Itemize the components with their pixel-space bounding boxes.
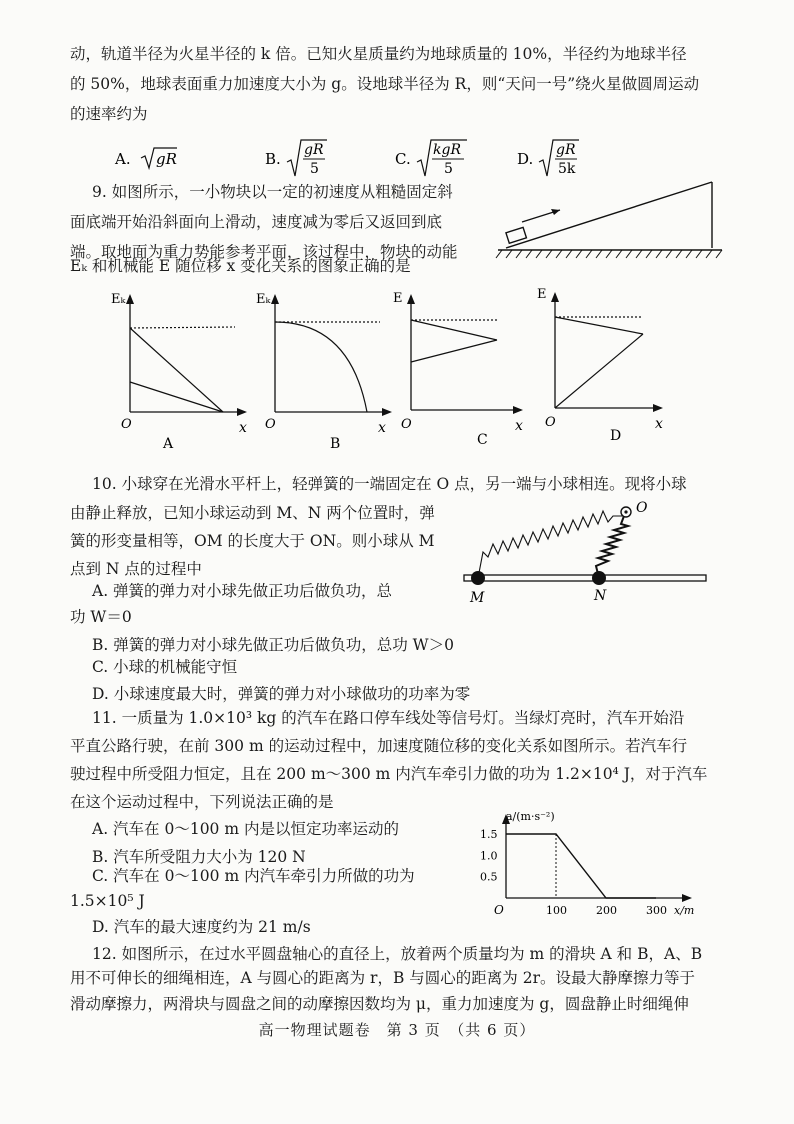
q12-line-2: 用不可伸长的细绳相连，A 与圆心的距离为 r，B 与圆心的距离为 2r。设最大静摩擦力等于 <box>70 969 695 987</box>
q8-option-d-den: 5k <box>558 161 576 177</box>
q8-option-a-radicand: gR <box>156 150 177 168</box>
label-n: N <box>594 588 607 604</box>
q9-line-4: Eₖ 和机械能 E 随位移 x 变化关系的图象正确的是 <box>70 257 411 275</box>
incline-figure <box>494 172 726 268</box>
graph-d-origin: O <box>545 415 556 430</box>
q8-line-3: 的速率约为 <box>70 105 148 123</box>
graph-b <box>256 292 392 452</box>
q12-line-1: 12. 如图所示，在过水平圆盘轴心的直径上，放着两个质量均为 m 的滑块 A 和 B，A、B <box>92 945 703 963</box>
q8-line-2: 的 50%，地球表面重力加速度大小为 g。设地球半径为 R，则“天问一号”绕火星做圆周运动 <box>70 75 700 93</box>
chart-ytick: 0.5 <box>480 870 498 884</box>
q11-option-a: A. 汽车在 0～100 m 内是以恒定功率运动的 <box>92 820 399 838</box>
graph-c-origin: O <box>401 417 412 432</box>
q11-line-3: 驶过程中所受阻力恒定，且在 200 m～300 m 内汽车牵引力做的功为 1.2×10⁴ J，对于汽车 <box>70 765 708 783</box>
spring-on <box>596 516 628 578</box>
graph-d-ylabel: E <box>537 287 547 302</box>
q8-option-c-label: C. <box>395 150 411 168</box>
ball-n <box>592 571 606 585</box>
label-m: M <box>470 590 485 606</box>
graph-d-caption: D <box>610 428 622 444</box>
chart-xtick: 100 <box>546 904 567 917</box>
q10-option-a-line-1: A. 弹簧的弹力对小球先做正功后做负功，总 <box>92 582 393 600</box>
graph-d <box>537 287 663 444</box>
q10-option-c: C. 小球的机械能守恒 <box>92 658 238 676</box>
q10-line-4: 点到 N 点的过程中 <box>70 560 202 578</box>
q10-line-2: 由静止释放，已知小球运动到 M、N 两个位置时，弹 <box>70 504 435 522</box>
graph-c-xlabel: x <box>515 418 523 434</box>
q8-option-d-num: gR <box>556 142 576 158</box>
q8-line-1: 动，轨道半径为火星半径的 k 倍。已知火星质量约为地球质量的 10%，半径约为地球半径 <box>70 45 687 63</box>
q11-option-b: B. 汽车所受阻力大小为 120 N <box>92 848 306 866</box>
acceleration-line <box>506 834 656 898</box>
spring-figure <box>458 496 718 608</box>
label-o: O <box>636 500 648 516</box>
q9-line-2: 面底端开始沿斜面向上滑动，速度减为零后又返回到底 <box>70 213 443 231</box>
chart-ytick: 1.0 <box>480 849 498 863</box>
q11-option-c-line-2: 1.5×10⁵ J <box>70 892 145 910</box>
q12-line-3: 滑动摩擦力，两滑块与圆盘之间的动摩擦因数均为 μ，重力加速度为 g，圆盘静止时细绳伸 <box>70 995 689 1013</box>
q11-option-d: D. 汽车的最大速度约为 21 m/s <box>92 918 311 936</box>
q11-line-1: 11. 一质量为 1.0×10³ kg 的汽车在路口停车线处等信号灯。当绿灯亮时，汽车开始沿 <box>92 709 685 727</box>
graph-b-xlabel: x <box>378 420 386 436</box>
graph-d-xlabel: x <box>655 416 663 432</box>
chart-origin: O <box>494 903 504 917</box>
q10-option-a-line-2: 功 W＝0 <box>70 608 132 626</box>
acceleration-chart <box>476 812 706 920</box>
chart-ylabel: a/(m·s⁻²) <box>506 812 555 823</box>
q8-option-d-label: D. <box>517 150 534 168</box>
graph-a-ylabel: Eₖ <box>111 292 126 307</box>
ball-m <box>471 571 485 585</box>
chart-ytick: 1.5 <box>480 828 498 841</box>
graph-c-caption: C <box>477 432 488 448</box>
spring-om <box>478 511 624 578</box>
graph-a-caption: A <box>163 436 174 452</box>
q11-option-c-line-1: C. 汽车在 0～100 m 内汽车牵引力所做的功为 <box>92 867 415 885</box>
q8-option-b-den: 5 <box>310 161 319 177</box>
graph-a-origin: O <box>121 417 132 432</box>
q9-line-1: 9. 如图所示，一小物块以一定的初速度从粗糙固定斜 <box>92 183 453 201</box>
q9-line-3: 端。取地面为重力势能参考平面，该过程中，物块的动能 <box>70 243 458 261</box>
q10-line-3: 簧的形变量相等，OM 的长度大于 ON。则小球从 M <box>70 532 435 550</box>
block <box>506 227 527 243</box>
q11-line-2: 平直公路行驶，在前 300 m 的运动过程中，加速度随位移的变化关系如图所示。若汽车行 <box>70 737 688 755</box>
chart-xtick: 200 <box>596 904 617 917</box>
q11-line-4: 在这个运动过程中，下列说法正确的是 <box>70 793 334 811</box>
graph-c-ylabel: E <box>393 291 403 306</box>
q9-graphs <box>105 282 705 452</box>
q8-option-b-num: gR <box>304 142 324 158</box>
q10-line-1: 10. 小球穿在光滑水平杆上，轻弹簧的一端固定在 O 点，另一端与小球相连。现将小球 <box>92 475 687 493</box>
graph-b-caption: B <box>330 436 341 452</box>
graph-b-origin: O <box>265 417 276 432</box>
q8-option-c-den: 5 <box>444 161 453 177</box>
chart-xlabel: x/m <box>674 904 695 917</box>
page-footer: 高一物理试题卷 第 3 页 （共 6 页） <box>258 1021 536 1039</box>
q8-option-a-label: A. <box>115 150 131 168</box>
chart-xtick: 300 <box>646 904 667 917</box>
graph-b-ylabel: Eₖ <box>256 292 271 307</box>
q8-option-c-num: kgR <box>433 142 461 158</box>
q10-option-b: B. 弹簧的弹力对小球先做正功后做负功，总功 W＞0 <box>92 636 454 654</box>
graph-c <box>393 291 523 448</box>
graph-a-xlabel: x <box>239 420 247 436</box>
q8-option-b-label: B. <box>265 150 281 168</box>
graph-a <box>111 292 247 452</box>
q10-option-d: D. 小球速度最大时，弹簧的弹力对小球做功的功率为零 <box>92 685 471 703</box>
